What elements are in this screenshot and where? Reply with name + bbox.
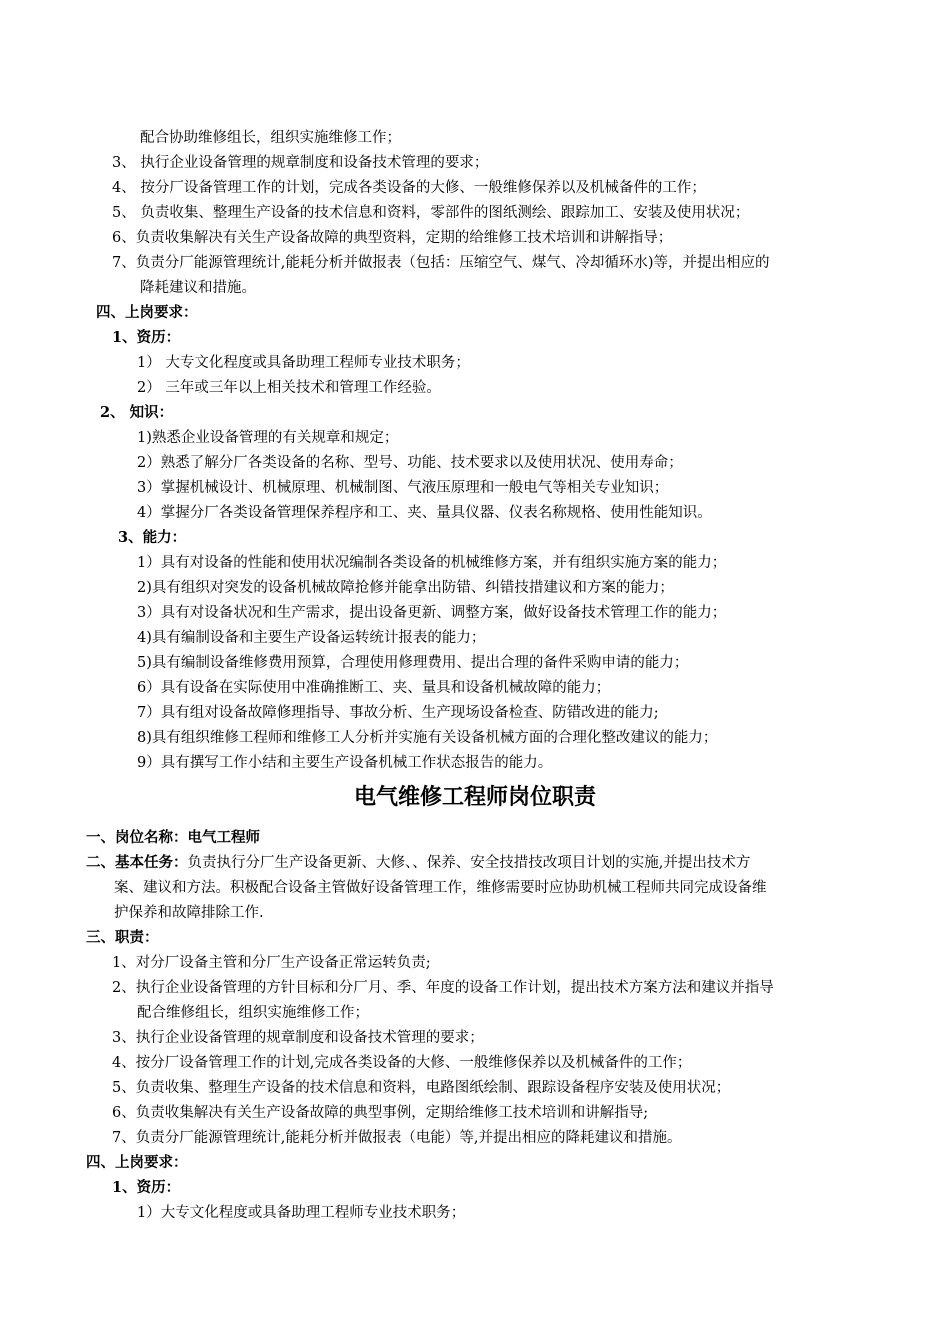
requirements-heading: 四、上岗要求： bbox=[86, 1154, 188, 1171]
position-name: 一、岗位名称：电气工程师 bbox=[86, 829, 260, 846]
ability-item: 9）具有撰写工作小结和主要生产设备机械工作状态报告的能力。 bbox=[137, 755, 553, 771]
duty-line: 3、 执行企业设备管理的规章制度和设备技术管理的要求； bbox=[112, 155, 489, 171]
duty-line: 6、负责收集解决有关生产设备故障的典型事例，定期给维修工技术培训和讲解指导; bbox=[112, 1105, 649, 1121]
ability-item: 2)具有组织对突发的设备机械故障抢修并能拿出防错、纠错技措建议和方案的能力； bbox=[137, 580, 674, 596]
duty-line: 4、按分厂设备管理工作的计划,完成各类设备的大修、一般维修保养以及机械备件的工作； bbox=[112, 1055, 692, 1071]
duty-line: 4、 按分厂设备管理工作的计划，完成各类设备的大修、一般维修保养以及机械备件的工作； bbox=[112, 180, 706, 196]
duty-line: 2、执行企业设备管理的方针目标和分厂月、季、年度的设备工作计划，提出技术方案方法和建议并指导 bbox=[112, 980, 774, 996]
ability-item: 8)具有组织维修工程师和维修工人分析并实施有关设备机械方面的合理化整改建议的能力； bbox=[137, 730, 718, 746]
duty-line: 1、对分厂设备主管和分厂生产设备正常运转负责; bbox=[112, 955, 431, 971]
duty-line: 配合协助维修组长，组织实施维修工作； bbox=[140, 130, 401, 146]
requirements-heading: 四、上岗要求： bbox=[96, 304, 198, 321]
basic-task-label: 二、基本任务： bbox=[86, 854, 188, 871]
duties-heading: 三、职责： bbox=[86, 929, 159, 946]
knowledge-heading: 2、 知识： bbox=[100, 404, 174, 421]
basic-task-line bbox=[86, 853, 750, 873]
education-item: 1）大专文化程度或具备助理工程师专业技术职务； bbox=[137, 1205, 466, 1221]
duty-line: 配合维修组长，组织实施维修工作； bbox=[137, 1005, 369, 1021]
duty-line: 5、 负责收集、整理生产设备的技术信息和资料，零部件的图纸测绘、跟踪加工、安装及使用状况； bbox=[112, 205, 750, 221]
basic-task-text: 案、建议和方法。积极配合设备主管做好设备管理工作，维修需要时应协助机械工程师共同完成设备维 bbox=[114, 880, 767, 896]
ability-item: 1）具有对设备的性能和使用状况编制各类设备的机械维修方案，并有组织实施方案的能力； bbox=[137, 555, 727, 571]
duty-line: 7、负责分厂能源管理统计,能耗分析并做报表（包括：压缩空气、煤气、冷却循环水)等，并提出相应的 bbox=[112, 255, 770, 271]
basic-task-text: 负责执行分厂生产设备更新、大修、、保养、安全技措技改项目计划的实施,并提出技术方 bbox=[187, 855, 751, 871]
ability-heading: 3、能力： bbox=[118, 529, 187, 546]
duty-line: 7、负责分厂能源管理统计,能耗分析并做报表（电能）等,并提出相应的降耗建议和措施。 bbox=[112, 1130, 682, 1146]
education-heading: 1、资历： bbox=[112, 1179, 181, 1196]
ability-item: 5)具有编制设备维修费用预算，合理使用修理费用、提出合理的备件采购申请的能力； bbox=[137, 655, 689, 671]
ability-item: 4)具有编制设备和主要生产设备运转统计报表的能力； bbox=[137, 630, 486, 646]
ability-item: 6）具有设备在实际使用中准确推断工、夹、量具和设备机械故障的能力； bbox=[137, 680, 611, 696]
knowledge-item: 1)熟悉企业设备管理的有关规章和规定； bbox=[137, 430, 399, 446]
duty-line: 6、负责收集解决有关生产设备故障的典型资料，定期的给维修工技术培训和讲解指导； bbox=[112, 230, 673, 246]
knowledge-item: 4）掌握分厂各类设备管理保养程序和工、夹、量具仪器、仪表名称规格、使用性能知识。 bbox=[137, 505, 712, 521]
basic-task-text: 护保养和故障排除工作. bbox=[114, 905, 264, 921]
education-item: 2） 三年或三年以上相关技术和管理工作经验。 bbox=[137, 380, 441, 396]
ability-item: 7）具有组对设备故障修理指导、事故分析、生产现场设备检查、防错改进的能力; bbox=[137, 705, 659, 721]
section-title: 电气维修工程师岗位职责 bbox=[353, 785, 596, 810]
duty-line: 降耗建议和措施。 bbox=[140, 280, 256, 296]
ability-item: 3）具有对设备状况和生产需求，提出设备更新、调整方案，做好设备技术管理工作的能力； bbox=[137, 605, 727, 621]
knowledge-item: 3）掌握机械设计、机械原理、机械制图、气液压原理和一般电气等相关专业知识； bbox=[137, 480, 669, 496]
education-item: 1） 大专文化程度或具备助理工程师专业技术职务； bbox=[137, 355, 470, 371]
knowledge-item: 2）熟悉了解分厂各类设备的名称、型号、功能、技术要求以及使用状况、使用寿命； bbox=[137, 455, 683, 471]
duty-line: 3、执行企业设备管理的规章制度和设备技术管理的要求； bbox=[112, 1030, 484, 1046]
education-heading: 1、资历： bbox=[112, 329, 181, 346]
duty-line: 5、负责收集、整理生产设备的技术信息和资料，电路图纸绘制、跟踪设备程序安装及使用状况； bbox=[112, 1080, 731, 1096]
